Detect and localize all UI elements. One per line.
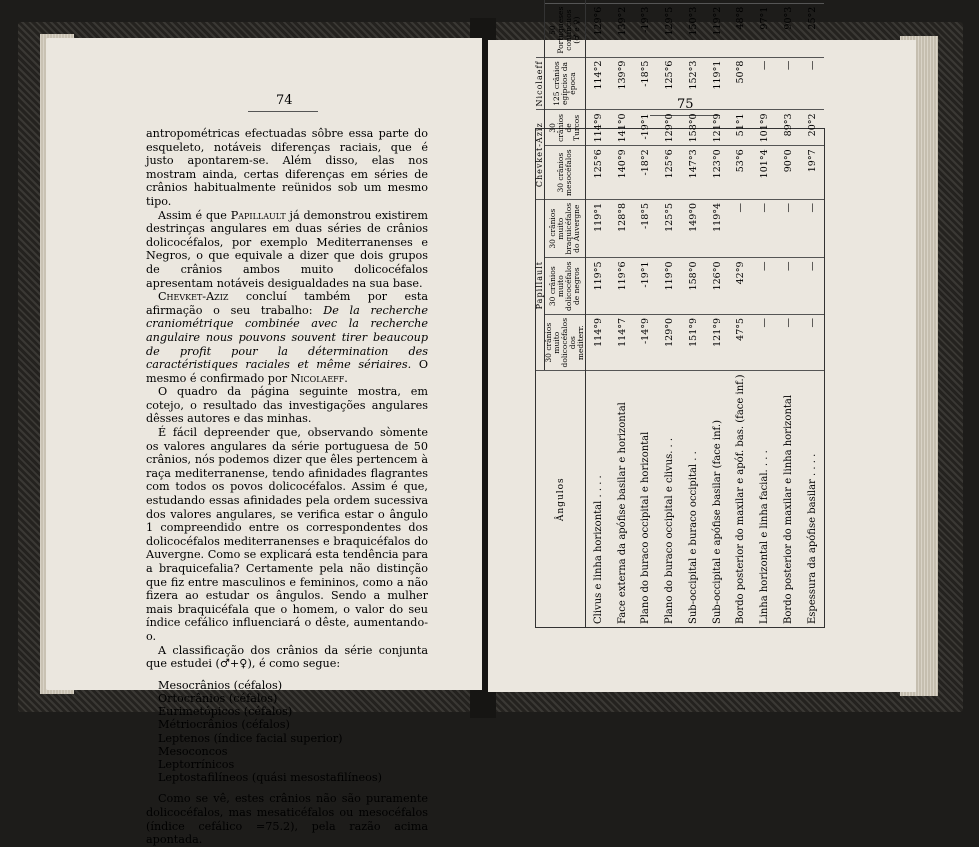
table-cell: 119°6 [610,258,634,314]
table-cell: 114°7 [610,314,634,370]
column-header: 50 Portugueses contíncuos (♂ e ♀) [545,3,586,57]
list-item: Mesocrânios (céfalos) [158,678,283,692]
table-cell: 125°5 [658,199,682,258]
row-label: Face externa da apófise basilar e horizontal [610,371,634,627]
table-cell: 150°3 [682,3,706,57]
table-cell: 123°0 [705,146,729,200]
angles-table [535,6,825,628]
paragraph-5: É fácil depreender que, observando sòmente os valores angulares da série portuguesa de 50 crânios, nós podemos dizer que êles pertencem à raça mediterranense, tendo afinidades flagrantes com todos os povos dolicocéfalos. Assim é que, estudando essas afinidades pela ordem sucessiva dos valores angulares, se verifica estar o ângulo 1 compreendido entre os correspondentes dos dolicocéfalos mediterranenses e braquicéfalos do Auvergne. Como se explicará esta tendência para a braquicefalia? Certamente pela não distinção que fiz entre masculinos e femininos, como a não fizera ao estudar os ângulos. Sendo a mulher mais braquicéfala que o homem, o valor do seu índice cefálico influenciará o dêste, aumentando-o. [146,426,428,643]
list-item: Ortocrânios (céfalos) [158,691,278,705]
table-cell: -14°9 [634,314,658,370]
table-cell: — [729,199,753,258]
table-row [586,0,611,627]
table-cell: — [753,57,777,110]
table-cell: 19°7 [800,146,824,200]
left-page-number: 74 [276,93,293,108]
table-cell: 101°9 [753,110,777,146]
table-cell: 114°2 [586,57,611,110]
table-cell: 126°0 [705,258,729,314]
table-cell: — [753,199,777,258]
paragraph-1: antropométricas efectuadas sôbre essa parte do esqueleto, notáveis diferenças raciais, que é justo apontarem-se. Além disso, elas nos mostram ainda, certas diferenças em séries de crânios habitualmente reünidos sob um mesmo tipo. [146,127,428,208]
table-cell [776,0,800,3]
table-cell: — [776,57,800,110]
table-cell: -18°2 [634,146,658,200]
group-header [536,0,545,57]
list-item: Leptenos (índice facial superior) [158,731,343,745]
column-header: 30 crânios de Turcos [545,110,586,146]
table-cell: — [753,314,777,370]
column-header: 30 crânios mesocéfalos [545,146,586,200]
table-cell: — [800,314,824,370]
list-item: Mesoconcos [158,744,228,758]
table-cell [729,0,753,3]
group-header: Nicolaeff [536,57,545,110]
angles-table-wrapper [535,6,825,628]
table-cell: 129°0 [658,314,682,370]
row-label: Sub-occipital e apófise basilar (face inf.) [705,371,729,627]
classification-list [158,679,428,785]
table-cell [658,0,682,3]
column-header: 30 crânios muito dolicocéfalos dos mediterr. [545,314,586,370]
table-cell: 121°9 [705,314,729,370]
list-item: Leptostafilíneos (quási mesostafilíneos) [158,771,383,785]
angle-header: Ângulos [536,371,586,627]
table-cell: 125°6 [586,146,611,200]
left-page-body [146,127,428,847]
table-cell: 152°3 [682,57,706,110]
table-cell: 140°9 [610,146,634,200]
table-cell: 119°4 [705,199,729,258]
row-label: Linha horizontal e linha facial. . . . [753,371,777,627]
table-cell: — [800,57,824,110]
table-cell [634,0,658,3]
table-cell: 47°5 [729,314,753,370]
table-cell: 114°9 [586,314,611,370]
table-cell: 114°9 [586,110,611,146]
table-cell [800,0,824,3]
table-row [610,0,634,627]
table-cell [682,0,706,3]
table-row [682,0,706,627]
table-cell: 121°9 [705,110,729,146]
table-cell: 158°0 [682,110,706,146]
paragraph-4: O quadro da página seguinte mostra, em cotejo, o resultado das investigações angulares dêsses autores e das minhas. [146,385,428,426]
table-cell: — [800,199,824,258]
table-cell: 48°8 [729,3,753,57]
table-cell: 20°2 [800,110,824,146]
table-cell: 128°8 [610,199,634,258]
table-row [776,0,800,627]
table-cell: 101°4 [753,146,777,200]
column-header [545,0,586,3]
paragraph-2: Assim é que Papillault já demonstrou existirem destrinças angulares em duas séries de crânios dolicocéfalos, por exemplo Mediterranenses e Negros, o que equivale a dizer que dois grupos de crânios ambos muito dolicocéfalos apresentam notáveis desigualdades na sua base. [146,208,428,290]
list-item: Leptorrínicos [158,757,235,771]
table-cell: 51°1 [729,110,753,146]
table-cell: — [776,314,800,370]
table-row [634,0,658,627]
paragraph-7: Como se vê, estes crânios não são puramente dolicocéfalos, mas mesaticéfalos ou mesocéfalos (índice cefálico =75.2), pela razão acima apontada. [146,792,428,847]
table-cell: 97°1 [753,3,777,57]
right-page-number: 75 [677,97,694,112]
table-cell: 149°0 [682,199,706,258]
table-cell: 151°9 [682,314,706,370]
table-cell: 119°0 [658,258,682,314]
column-header: 125 crânios egípcios da época [545,57,586,110]
table-cell: 53°6 [729,146,753,200]
table-cell: 141°0 [610,110,634,146]
list-item: Métriocrânios (céfalos) [158,718,290,732]
column-header: 30 crânios muito dolicocéfalos de negros [545,258,586,314]
table-cell [705,0,729,3]
table-cell: 89°3 [776,110,800,146]
left-header-rule [248,111,318,112]
table-cell: — [753,258,777,314]
table-cell: 147°3 [682,146,706,200]
table-cell: — [800,258,824,314]
table-cell: 50°8 [729,57,753,110]
table-cell: 90°0 [776,146,800,200]
table-cell: -19°3 [634,3,658,57]
table-row [705,0,729,627]
row-label: Sub-occipital e buraco occipital . . [682,371,706,627]
table-cell: -18°5 [634,57,658,110]
table-cell: 25°2 [800,3,824,57]
table-cell: 119°2 [705,3,729,57]
table-row [753,0,777,627]
table-row [729,0,753,627]
table-cell: -19°1 [634,110,658,146]
row-label: Bordo posterior do maxilar e apóf. bas. (face inf.) [729,371,753,627]
table-cell: 90°3 [776,3,800,57]
table-cell [586,0,611,3]
row-label: Espessura da apófise basilar . . . . [800,371,824,627]
row-label: Plano do buraco occipital e clivus. . . [658,371,682,627]
table-cell: 119°1 [705,57,729,110]
list-item: Eurimetópicos (céfalos) [158,705,293,719]
table-cell: 119°1 [586,199,611,258]
table-cell: 129°5 [658,3,682,57]
table-cell [610,0,634,3]
table-cell: — [776,258,800,314]
table-cell: 139°9 [610,57,634,110]
table-cell: -19°1 [634,258,658,314]
table-cell: 42°9 [729,258,753,314]
table-cell: 129°6 [586,3,611,57]
table-cell: 119°5 [586,258,611,314]
column-header: 30 crânios muito braquicéfalos do Auvergne [545,199,586,258]
table-cell: — [776,199,800,258]
table-row [800,0,824,627]
table-cell: 139°2 [610,3,634,57]
table-cell: 125°6 [658,57,682,110]
table-cell: 125°6 [658,146,682,200]
table-cell [753,0,777,3]
table-cell: 158°0 [682,258,706,314]
row-label: Clivus e linha horizontal . . . . [586,371,611,627]
group-header: Papillault [536,199,545,371]
row-label: Plano do buraco occipital e horizontal [634,371,658,627]
row-label: Bordo posterior do maxilar e linha horizontal [776,371,800,627]
table-cell: 129°0 [658,110,682,146]
table-row [658,0,682,627]
group-header: Chevket-Aziz [536,110,545,200]
table-cell: -18°5 [634,199,658,258]
paragraph-6: A classificação dos crânios da série conjunta que estudei (♂+♀), é como segue: [146,643,428,671]
paragraph-3: Chevket-Aziz concluí também por esta afirmação o seu trabalho: De la recherche craniométrique combinée avec la recherche angulaire nous pouvons souvent tirer beaucoup de profit pour la détermination des caractéristiques raciales et même sériaires. O mesmo é confirmado por Nicolaeff. [146,290,428,385]
